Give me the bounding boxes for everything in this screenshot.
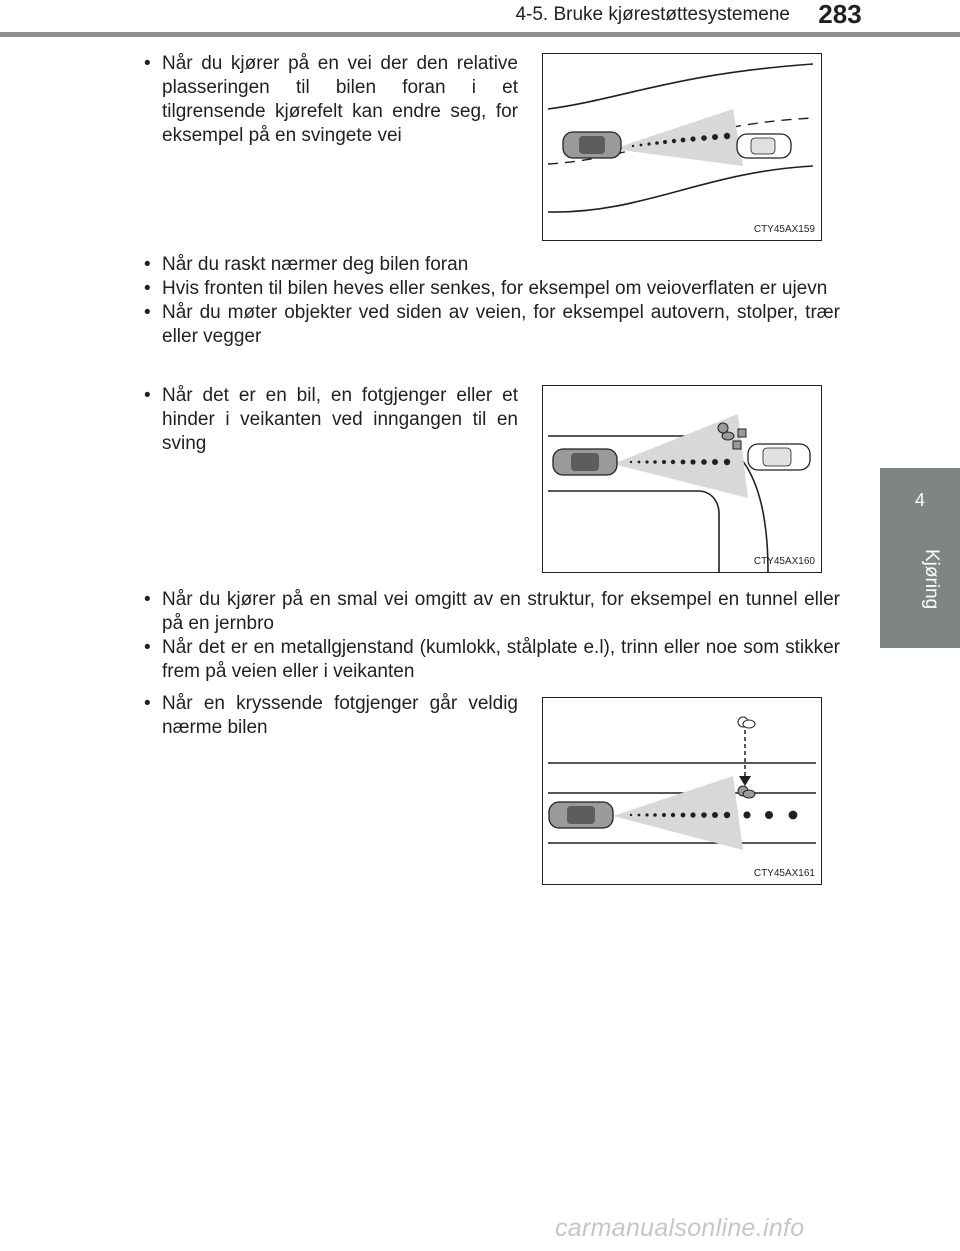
ego-car-icon [553,449,617,475]
section-title: 4-5. Bruke kjørestøttesystemene [515,4,790,25]
bullet-item: • Når du kjører på en smal vei omgitt av en struktur, for eksempel en tunnel eller på en jernbro [140,588,840,636]
figure-code: CTY45AX160 [753,556,815,567]
figure-code: CTY45AX159 [753,224,815,235]
bullet-item: • Når det er en bil, en fotgjenger eller et hinder i veikanten ved inngangen til en sving [140,384,518,456]
bullet-block-2 [140,253,840,349]
pedestrian-end-icon [738,786,755,798]
bullet-item: • Når du møter objekter ved siden av veien, for eksempel autovern, stolper, trær eller vegger [140,301,840,349]
chapter-side-tab [880,468,960,648]
curve-entrance-illustration [543,386,821,572]
winding-road-illustration [543,54,821,240]
bullet-item: • Når det er en metallgjenstand (kumlokk, stålplate e.l), trinn eller noe som stikker frem på veien eller i veikanten [140,636,840,684]
bullet-block-3 [140,384,518,456]
bullet-item: • Hvis fronten til bilen heves eller senkes, for eksempel om veioverflaten er ujevn [140,277,840,301]
figure-crossing-pedestrian [542,697,822,885]
bullet-block-1 [140,52,518,148]
parked-car-icon [748,444,810,470]
ego-car-icon [549,802,613,828]
figure-winding-road [542,53,822,241]
header-rule [0,32,960,37]
watermark: carmanualsonline.info [555,1214,805,1242]
page-number: 283 [818,0,862,29]
bullet-item: • Når du raskt nærmer deg bilen foran [140,253,840,277]
chapter-label: Kjøring [921,549,942,610]
bullet-item: • Når en kryssende fotgjenger går veldig nærme bilen [140,692,518,740]
bullet-item: • Når du kjører på en vei der den relative plasseringen til bilen foran i et tilgrensende kjørefelt kan endre seg, for eksempel på en svingete vei [140,52,518,148]
lead-car-icon [737,134,791,158]
chapter-number: 4 [914,490,925,510]
ego-car-icon [563,132,621,158]
bullet-block-4 [140,588,840,684]
bullet-block-5 [140,692,518,740]
crossing-pedestrian-illustration [543,698,821,884]
figure-curve-entrance [542,385,822,573]
figure-code: CTY45AX161 [753,868,815,879]
pedestrian-start-icon [738,717,755,728]
